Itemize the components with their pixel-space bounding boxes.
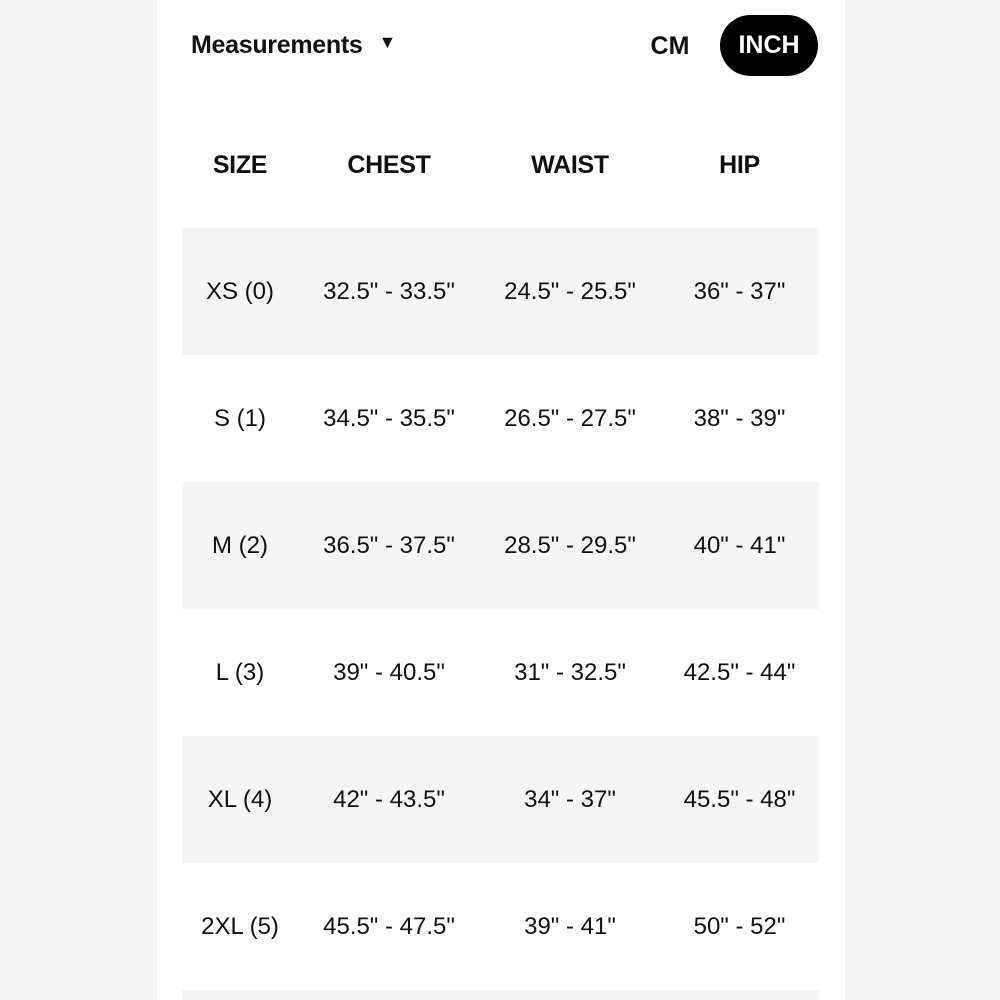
size-cell: S (1) (213, 404, 266, 432)
chest-cell: 45.5" - 47.5" (323, 912, 455, 940)
size-table (182, 103, 819, 1000)
column-header-size: SIZE (212, 151, 268, 179)
measurements-dropdown-label: Measurements (191, 30, 363, 59)
hip-cell: 42.5" - 44" (683, 658, 796, 686)
table-row (182, 355, 819, 482)
size-cell: XS (0) (205, 277, 274, 305)
unit-inch-button[interactable]: INCH (720, 15, 818, 76)
table-row (182, 863, 819, 990)
table-header-row (182, 103, 819, 228)
waist-cell: 24.5" - 25.5" (504, 277, 636, 305)
size-chart-header (157, 0, 845, 100)
table-row (182, 609, 819, 736)
unit-cm-button[interactable]: CM (650, 32, 690, 60)
size-cell: 2XL (5) (201, 912, 279, 940)
table-row-partial (182, 990, 819, 1000)
hip-cell: 50" - 52" (693, 912, 786, 940)
size-chart-panel (157, 0, 845, 1000)
waist-cell: 39" - 41" (524, 912, 616, 940)
column-header-chest: CHEST (347, 151, 431, 179)
waist-cell: 34" - 37" (524, 785, 616, 813)
chest-cell: 39" - 40.5" (333, 658, 445, 686)
hip-cell: 40" - 41" (693, 531, 786, 559)
table-row (182, 228, 819, 355)
column-header-hip: HIP (719, 151, 760, 179)
chest-cell: 32.5" - 33.5" (323, 277, 455, 305)
hip-cell: 36" - 37" (693, 277, 786, 305)
size-cell: XL (4) (207, 785, 273, 813)
chest-cell: 34.5" - 35.5" (323, 404, 455, 432)
measurements-dropdown[interactable] (191, 28, 396, 62)
column-header-waist: WAIST (531, 151, 609, 179)
waist-cell: 26.5" - 27.5" (504, 404, 636, 432)
waist-cell: 31" - 32.5" (514, 658, 626, 686)
hip-cell: 38" - 39" (693, 404, 786, 432)
waist-cell: 28.5" - 29.5" (504, 531, 636, 559)
chest-cell: 42" - 43.5" (333, 785, 445, 813)
size-cell: M (2) (212, 531, 268, 559)
hip-cell: 45.5" - 48" (683, 785, 796, 813)
size-cell: L (3) (215, 658, 265, 686)
chest-cell: 36.5" - 37.5" (323, 531, 455, 559)
table-row (182, 736, 819, 863)
table-row (182, 482, 819, 609)
caret-down-icon: ▼ (378, 32, 397, 52)
